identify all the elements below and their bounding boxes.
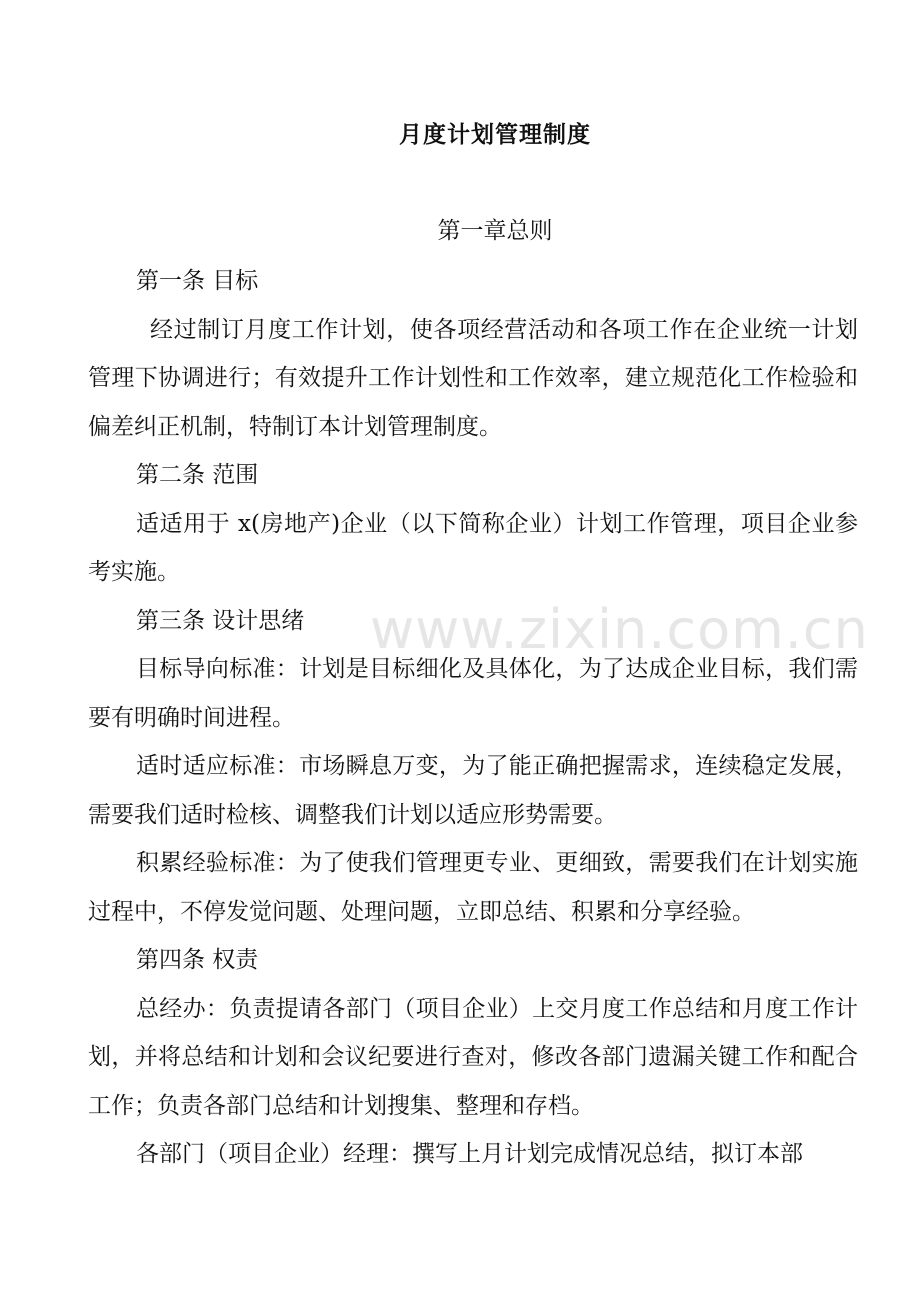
article-heading-4: 第四条 权责 [136,947,259,973]
article-paragraph: 适适用于 x(房地产)企业（以下简称企业）计划工作管理，项目企业参考实施。 [88,510,858,585]
article-paragraph: 积累经验标准：为了使我们管理更专业、更细致，需要我们在计划实施过程中，不停发觉问题、处理问题，立即总结、积累和分享经验。 [88,850,858,925]
article-paragraph: 总经办：负责提请各部门（项目企业）上交月度工作总结和月度工作计划，并将总结和计划和会议纪要进行查对，修改各部门遗漏关键工作和配合工作；负责各部门总结和计划搜集、整理和存档。 [88,995,858,1119]
article-heading-2: 第二条 范围 [136,462,259,488]
article-paragraph: 目标导向标准：计划是目标细化及具体化，为了达成企业目标，我们需要有明确时间进程。 [88,656,858,731]
article-paragraph: 各部门（项目企业）经理：撰写上月计划完成情况总结，拟订本部 [136,1141,803,1167]
document-body [88,257,858,1179]
chapter-heading: 第一章总则 [437,218,553,244]
article-heading-1: 第一条 目标 [136,268,259,294]
article-heading-3: 第三条 设计思绪 [136,607,305,634]
document-title: 月度计划管理制度 [399,122,591,148]
watermark: www.zixin.com.cn [370,598,869,661]
article-paragraph: 适时适应标准：市场瞬息万变，为了能正确把握需求，连续稳定发展，需要我们适时检核、调整我们计划以适应形势需要。 [88,753,858,828]
article-paragraph: 经过制订月度工作计划，使各项经营活动和各项工作在企业统一计划管理下协调进行；有效提升工作计划性和工作效率，建立规范化工作检验和偏差纠正机制，特制订本计划管理制度。 [88,316,858,440]
